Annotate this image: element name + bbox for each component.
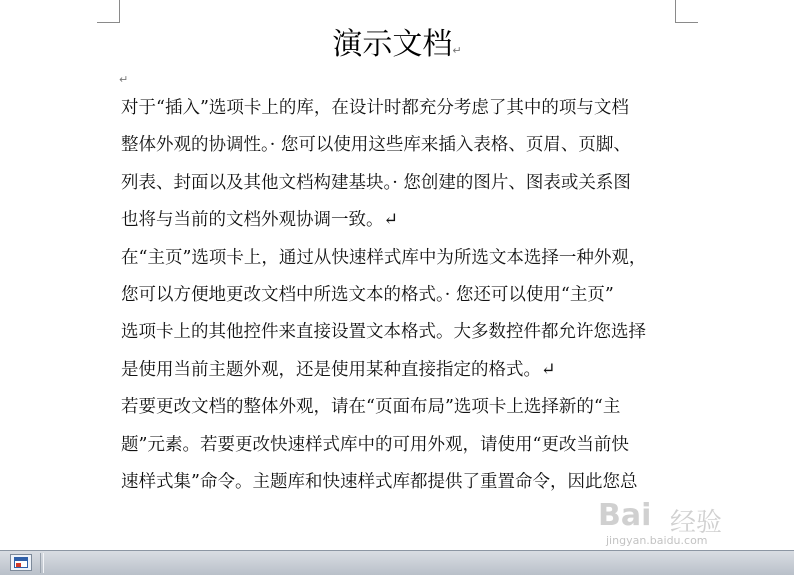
crop-mark-top-right [675, 0, 698, 23]
crop-mark-top-left [97, 0, 120, 23]
text-line: 整体外观的协调性。· 您可以使用这些库来插入表格、页眉、页脚、 [121, 135, 631, 156]
text-line: 您可以方便地更改文档中所选文本的格式。· 您还可以使用“主页” [121, 284, 614, 305]
document-body[interactable] [121, 90, 681, 501]
watermark-logo: Bai [598, 498, 652, 533]
text-line: 速样式集”命令。主题库和快速样式库都提供了重置命令，因此您总 [121, 471, 638, 492]
paragraph-mark-icon: ↵ [119, 73, 129, 86]
text-line: 若要更改文档的整体外观，请在“页面布局”选项卡上选择新的“主 [121, 397, 621, 418]
text-line: 选项卡上的其他控件来直接设置文本格式。大多数控件都允许您选择 [121, 322, 646, 343]
watermark-brand: 经验 [670, 508, 723, 538]
text-line: 列表、封面以及其他文档构建基块。· 您创建的图片、图表或关系图 [121, 172, 631, 193]
text-line: 是使用当前主题外观，还是使用某种直接指定的格式。↵ [121, 359, 556, 380]
text-line: 题”元素。若要更改快速样式库中的可用外观，请使用“更改当前快 [121, 434, 629, 455]
text-line: 对于“插入”选项卡上的库，在设计时都充分考虑了其中的项与文档 [121, 98, 629, 118]
taskbar [0, 550, 794, 575]
watermark-url: jingyan.baidu.com [606, 534, 708, 547]
taskbar-app-button[interactable] [10, 554, 32, 571]
document-title-text: 演示文档 [332, 27, 453, 62]
baidu-jingyan-watermark [598, 498, 758, 550]
paragraph-mark-icon: ↵ [452, 44, 462, 57]
text-line: 也将与当前的文档外观协调一致。↵ [121, 210, 399, 231]
empty-paragraph [119, 68, 128, 86]
document-title [0, 22, 794, 74]
taskbar-separator [40, 553, 44, 573]
text-line: 在“主页”选项卡上，通过从快速样式库中为所选文本选择一种外观， [121, 247, 647, 268]
word-document-icon [14, 557, 28, 568]
